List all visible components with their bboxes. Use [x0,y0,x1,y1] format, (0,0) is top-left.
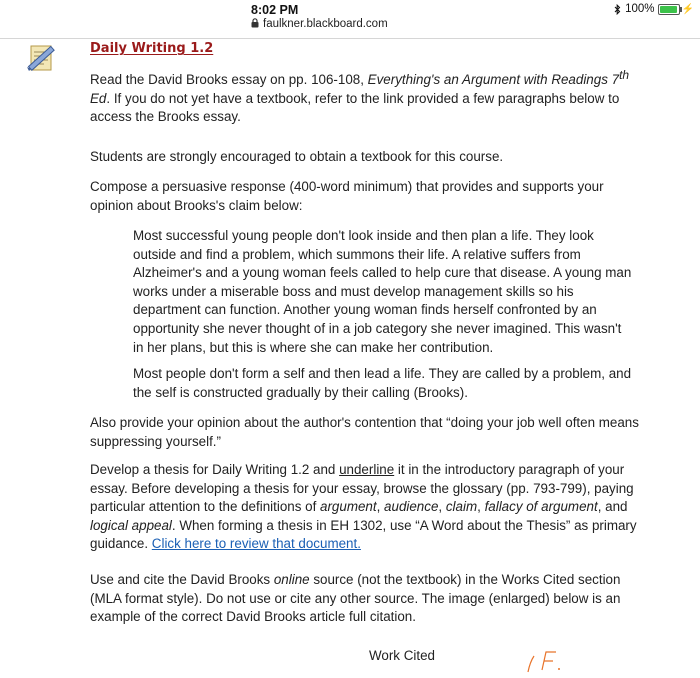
term-claim: claim [445,499,478,515]
battery-level-fill [660,6,677,13]
address-bar[interactable] [251,18,388,30]
p1-text-b: . If you do not yet have a textbook, refer to the link provided a few paragraphs below to access the Brooks essay. [90,90,620,125]
review-document-link[interactable]: Click here to review that document. [151,536,361,552]
status-time: 8:02 PM [251,3,299,17]
block-quote-1: Most successful young people don't look inside and then plan a life. They look outside and find a problem, which summons their life. A relative suffers from Alzheimer's and a young woman feels called to help cure that disease. A young man works under a miserable boss and must develop management skills so his department can function. Another young woman finds herself confronted by an opportunity she never thought of in a job category she never imagined. This wasn't in her plans, but this is where she can make her contribution. [133,228,632,355]
term-argument: argument [320,499,377,515]
edition-number: 7 [611,72,620,87]
block-quote-2: Most people don't form a self and then lead a life. They are called by a problem, and the self is constructed gradually by their calling (Brooks). [133,366,632,400]
paragraph-reading [90,68,650,127]
paragraph-citation [90,571,650,627]
paragraph-textbook-note: Students are strongly encouraged to obtain a textbook for this course. [90,149,504,164]
p5-text-d: . When forming a thesis in EH 1302, use “A Word about the Thesis” as primary guidance. [90,517,637,552]
battery-icon [658,4,680,15]
p5-sep-1: , [376,499,385,515]
status-right [614,3,694,15]
battery-percent: 100% [625,3,655,15]
work-cited-heading: Work Cited [369,648,435,663]
term-fallacy: fallacy of argument [484,499,598,515]
charging-icon: ⚡ [681,3,694,15]
underline-word: underline [339,462,395,477]
p5-sep-3: , [477,499,485,515]
paragraph-contention: Also provide your opinion about the author's contention that “doing your job well often means suppressing yourself.” [90,415,639,449]
assignment-icon [24,40,58,74]
p5-text-a: Develop a thesis for Daily Writing 1.2 and [90,462,340,477]
lock-icon [251,18,259,28]
edition-label: Ed [90,90,107,106]
paragraph-prompt: Compose a persuasive response (400-word minimum) that provides and supports your opinion about Brooks's claim below: [90,179,604,213]
p5-sep-2: , [438,499,446,515]
p6-text-a: Use and cite the David Brooks [90,572,274,587]
p5-text-b: it in the introductory paragraph of your essay. Before developing a thesis for your essay, browse the glossary (pp. 793-799), paying particular attention to the definitions of [90,462,634,515]
p1-text-a: Read the David Brooks essay on pp. 106-108, [90,72,368,87]
url-text: faulkner.blackboard.com [263,18,388,30]
p5-sep-4: , and [597,499,628,515]
assignment-title-link[interactable]: Daily Writing 1.2 [90,41,214,56]
p6-text-b: source (not the textbook) in the Works Cited section (MLA format style). Do not use or cite any other source. The image (enlarged) below is an example of the correct David Brooks article full citation. [90,572,621,625]
online-word: online [273,572,310,587]
book-title: Everything's an Argument with Readings [367,72,608,87]
term-logical-appeal: logical appeal [90,517,172,533]
paragraph-thesis [90,461,650,554]
term-audience: audience [384,499,439,515]
edition-suffix: th [619,68,630,82]
bluetooth-icon [614,4,621,15]
stamp-mark-icon [520,638,580,678]
status-bar [0,0,700,39]
